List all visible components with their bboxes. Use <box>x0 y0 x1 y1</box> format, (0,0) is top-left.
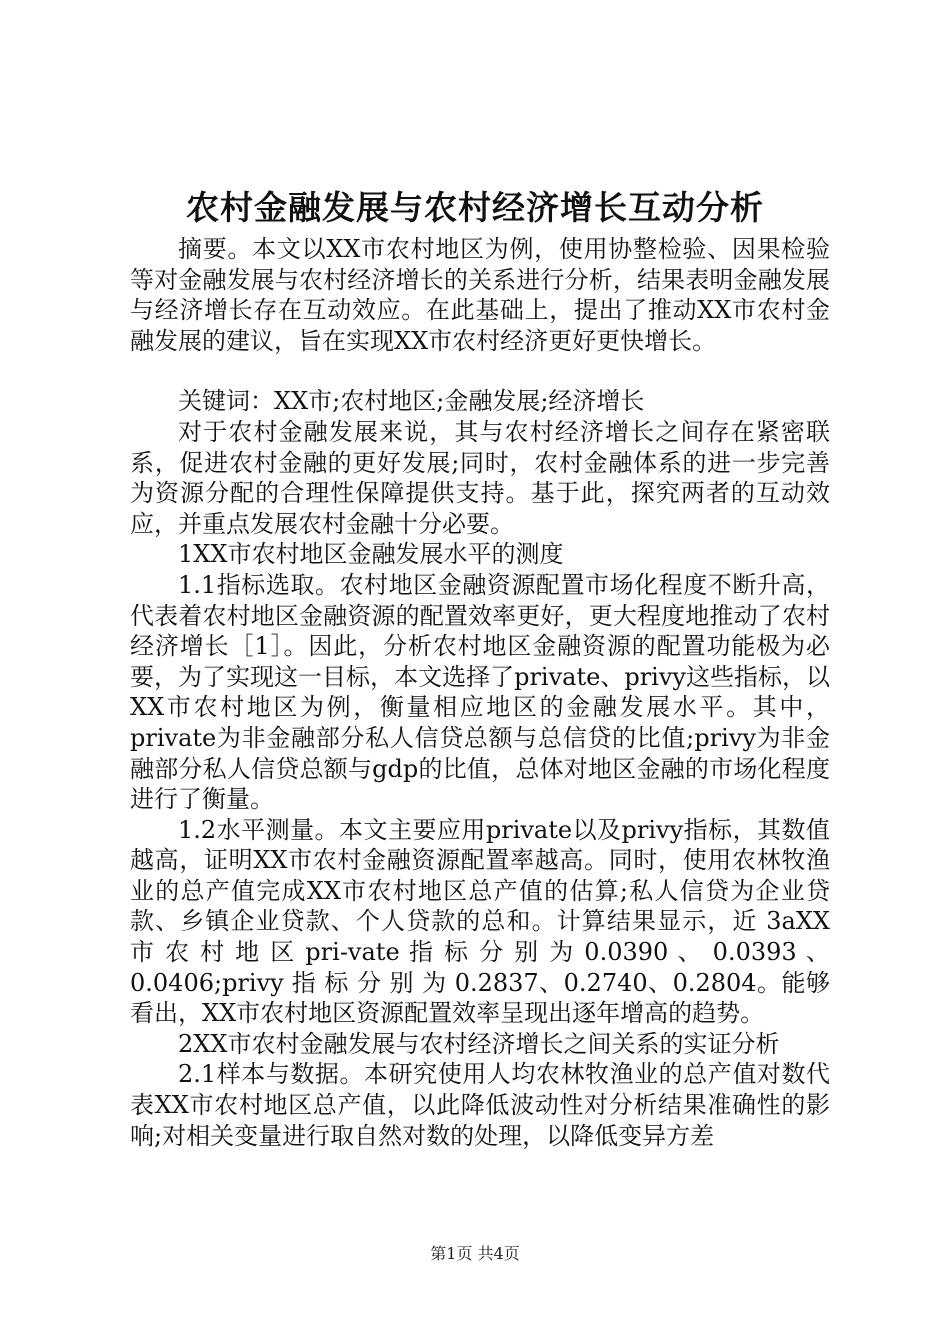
paragraph-1-1: 1.1指标选取。农村地区金融资源配置市场化程度不断升高，代表着农村地区金融资源的配置效率更好，更大程度地推动了农村经济增长［1］。因此，分析农村地区金融资源的配置功能极为必要，为了实现这一目标，本文选择了private、privy这些指标，以XX市农村地区为例，衡量相应地区的金融发展水平。其中，private为非金融部分私人信贷总额与总信贷的比值;privy为非金融部分私人信贷总额与gdp的比值，总体对地区金融的市场化程度进行了衡量。 <box>130 570 830 814</box>
abstract-paragraph: 摘要。本文以XX市农村地区为例，使用协整检验、因果检验等对金融发展与农村经济增长的关系进行分析，结果表明金融发展与经济增长存在互动效应。在此基础上，提出了推动XX市农村金融发展的建议，旨在实现XX市农村经济更好更快增长。 <box>130 235 830 355</box>
document-title: 农村金融发展与农村经济增长互动分析 <box>186 188 764 227</box>
document-body <box>130 234 830 1151</box>
section-heading-1: 1XX市农村地区金融发展水平的测度 <box>178 540 564 569</box>
keywords-paragraph: 关键词：XX市;农村地区;金融发展;经济增长 <box>178 387 645 416</box>
paragraph-1-2: 1.2水平测量。本文主要应用private以及privy指标，其数值越高，证明XX市农村金融资源配置率越高。同时，使用农林牧渔业的总产值完成XX市农村地区总产值的估算;私人信贷为企业贷款、乡镇企业贷款、个人贷款的总和。计算结果显示，近 3aXX 市 农 村 地 区 pri-vate 指 标 分 别 为 0.0390 、 0.0393 、 0.0406;privy 指 标 分 别 为 0.2837、0.2740、0.2804。能够看出，XX市农村地区资源配置效率呈现出逐年增高的趋势。 <box>130 815 830 1028</box>
section-heading-2: 2XX市农村金融发展与农村经济增长之间关系的实证分析 <box>178 1029 780 1058</box>
page-footer: 第1页 共4页 <box>430 1244 520 1263</box>
intro-paragraph: 对于农村金融发展来说，其与农村经济增长之间存在紧密联系，促进农村金融的更好发展;同时，农村金融体系的进一步完善为资源分配的合理性保障提供支持。基于此，探究两者的互动效应，并重点发展农村金融十分必要。 <box>130 417 830 538</box>
paragraph-2-1: 2.1样本与数据。本研究使用人均农林牧渔业的总产值对数代表XX市农村地区总产值，以此降低波动性对分析结果准确性的影响;对相关变量进行取自然对数的处理，以降低变异方差 <box>130 1060 830 1150</box>
